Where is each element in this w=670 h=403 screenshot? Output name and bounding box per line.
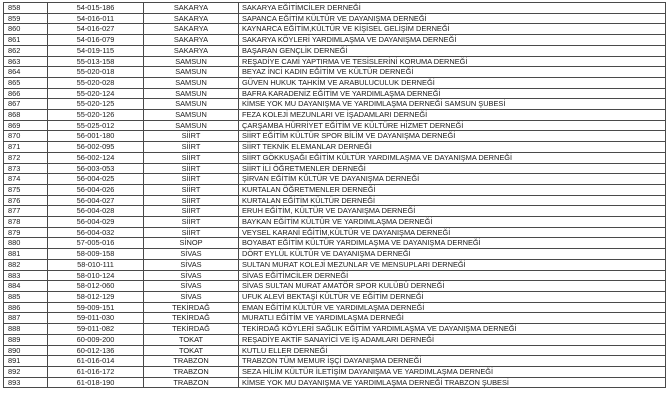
- table-row: [4, 110, 666, 121]
- row-number-cell: 861: [4, 35, 48, 46]
- city-cell: SİİRT: [144, 152, 239, 163]
- association-name-cell: ERUH EĞİTİM, KÜLTÜR VE DAYANIŞMA DERNEĞİ: [239, 206, 666, 217]
- city-cell: SİİRT: [144, 206, 239, 217]
- city-cell: SAMSUN: [144, 88, 239, 99]
- city-cell: SİİRT: [144, 184, 239, 195]
- row-number-cell: 890: [4, 345, 48, 356]
- table-row: [4, 291, 666, 302]
- table-row: [4, 35, 666, 46]
- registry-code-cell: 55-020-018: [48, 67, 144, 78]
- table-row: [4, 163, 666, 174]
- row-number-cell: 885: [4, 291, 48, 302]
- city-cell: SİİRT: [144, 174, 239, 185]
- association-name-cell: BOYABAT EĞİTİM KÜLTÜR YARDIMLAŞMA VE DAYANIŞMA DERNEĞİ: [239, 238, 666, 249]
- table-row: [4, 77, 666, 88]
- row-number-cell: 860: [4, 24, 48, 35]
- city-cell: SAKARYA: [144, 13, 239, 24]
- city-cell: SİİRT: [144, 217, 239, 228]
- table-row: [4, 238, 666, 249]
- row-number-cell: 893: [4, 377, 48, 388]
- registry-code-cell: 55-020-126: [48, 110, 144, 121]
- registry-code-cell: 59-011-082: [48, 324, 144, 335]
- table-row: [4, 56, 666, 67]
- registry-code-cell: 56-004-028: [48, 206, 144, 217]
- registry-code-cell: 59-011-030: [48, 313, 144, 324]
- association-name-cell: KURTALAN EĞİTİM KÜLTÜR DERNEĞİ: [239, 195, 666, 206]
- registry-code-cell: 54-019-115: [48, 45, 144, 56]
- registry-code-cell: 56-003-053: [48, 163, 144, 174]
- association-name-cell: TEKİRDAĞ KÖYLERİ SAĞLIK EĞİTİM YARDIMLAŞMA VE DAYANIŞMA DERNEĞİ: [239, 324, 666, 335]
- registry-code-cell: 58-012-129: [48, 291, 144, 302]
- row-number-cell: 869: [4, 120, 48, 131]
- row-number-cell: 892: [4, 366, 48, 377]
- registry-code-cell: 56-004-032: [48, 227, 144, 238]
- table-row: [4, 45, 666, 56]
- row-number-cell: 865: [4, 77, 48, 88]
- city-cell: SİVAS: [144, 291, 239, 302]
- table-row: [4, 366, 666, 377]
- association-name-cell: KAYNARCA EĞİTİM,KÜLTÜR VE KİŞİSEL GELİŞİM DERNEĞİ: [239, 24, 666, 35]
- city-cell: SAKARYA: [144, 35, 239, 46]
- row-number-cell: 859: [4, 13, 48, 24]
- row-number-cell: 864: [4, 67, 48, 78]
- table-row: [4, 377, 666, 388]
- table-row: [4, 24, 666, 35]
- city-cell: SAKARYA: [144, 45, 239, 56]
- association-name-cell: TRABZON TÜM MEMUR İŞÇİ DAYANIŞMA DERNEĞİ: [239, 356, 666, 367]
- table-body: [4, 3, 666, 388]
- row-number-cell: 884: [4, 281, 48, 292]
- association-name-cell: FEZA KOLEJİ MEZUNLARI VE İŞADAMLARI DERNEĞİ: [239, 110, 666, 121]
- association-name-cell: KURTALAN ÖĞRETMENLER DERNEĞİ: [239, 184, 666, 195]
- registry-code-cell: 55-013-158: [48, 56, 144, 67]
- association-name-cell: KİMSE YOK MU DAYANIŞMA VE YARDIMLAŞMA DERNEĞİ TRABZON ŞUBESİ: [239, 377, 666, 388]
- registry-code-cell: 58-012-060: [48, 281, 144, 292]
- city-cell: TRABZON: [144, 366, 239, 377]
- city-cell: SİVAS: [144, 259, 239, 270]
- city-cell: SİVAS: [144, 281, 239, 292]
- city-cell: SİVAS: [144, 249, 239, 260]
- registry-code-cell: 56-004-025: [48, 174, 144, 185]
- association-name-cell: SAKARYA KÖYLERİ YARDIMLAŞMA VE DAYANIŞMA DERNEĞİ: [239, 35, 666, 46]
- registry-code-cell: 56-004-029: [48, 217, 144, 228]
- row-number-cell: 881: [4, 249, 48, 260]
- row-number-cell: 875: [4, 184, 48, 195]
- row-number-cell: 879: [4, 227, 48, 238]
- association-name-cell: SİİRT EĞİTİM KÜLTÜR SPOR BİLİM VE DAYANIŞMA DERNEĞİ: [239, 131, 666, 142]
- registry-code-cell: 56-002-124: [48, 152, 144, 163]
- association-name-cell: SİVAS SULTAN MURAT AMATÖR SPOR KULÜBÜ DERNEĞİ: [239, 281, 666, 292]
- association-name-cell: MURATLI EĞİTİM VE YARDIMLAŞMA DERNEĞİ: [239, 313, 666, 324]
- row-number-cell: 883: [4, 270, 48, 281]
- table-row: [4, 259, 666, 270]
- row-number-cell: 858: [4, 3, 48, 14]
- association-name-cell: SEZA HİLİM KÜLTÜR İLETİŞİM DAYANIŞMA VE YARDIMLAŞMA DERNEĞİ: [239, 366, 666, 377]
- city-cell: SİİRT: [144, 131, 239, 142]
- association-name-cell: SİVAS EĞİTİMCİLER DERNEĞİ: [239, 270, 666, 281]
- city-cell: SİVAS: [144, 270, 239, 281]
- association-name-cell: GÜVEN HUKUK TAHKİM VE ARABULUCULUK DERNEĞİ: [239, 77, 666, 88]
- row-number-cell: 888: [4, 324, 48, 335]
- row-number-cell: 872: [4, 152, 48, 163]
- association-name-cell: BAŞARAN GENÇLİK DERNEĞİ: [239, 45, 666, 56]
- table-row: [4, 227, 666, 238]
- table-row: [4, 281, 666, 292]
- registry-code-cell: 56-004-027: [48, 195, 144, 206]
- city-cell: SİİRT: [144, 163, 239, 174]
- row-number-cell: 866: [4, 88, 48, 99]
- association-name-cell: ŞİRVAN EĞİTİM KÜLTÜR VE DAYANIŞMA DERNEĞİ: [239, 174, 666, 185]
- association-name-cell: SİİRT GÖKKUŞAĞI EĞİTİM KÜLTÜR YARDIMLAŞMA VE DAYANIŞMA DERNEĞİ: [239, 152, 666, 163]
- table-row: [4, 195, 666, 206]
- association-table: [3, 2, 666, 388]
- row-number-cell: 862: [4, 45, 48, 56]
- city-cell: SAMSUN: [144, 56, 239, 67]
- table-row: [4, 88, 666, 99]
- association-name-cell: KİMSE YOK MU DAYANIŞMA VE YARDIMLAŞMA DERNEĞİ SAMSUN ŞUBESİ: [239, 99, 666, 110]
- city-cell: TEKİRDAĞ: [144, 324, 239, 335]
- table-row: [4, 152, 666, 163]
- association-name-cell: SİİRT İLİ ÖĞRETMENLER DERNEĞİ: [239, 163, 666, 174]
- registry-code-cell: 56-004-026: [48, 184, 144, 195]
- association-name-cell: BAYKAN EĞİTİM KÜLTÜR VE YARDIMLAŞMA DERNEĞİ: [239, 217, 666, 228]
- table-row: [4, 324, 666, 335]
- table-row: [4, 3, 666, 14]
- registry-code-cell: 57-005-016: [48, 238, 144, 249]
- registry-code-cell: 58-009-158: [48, 249, 144, 260]
- registry-code-cell: 61-016-014: [48, 356, 144, 367]
- association-name-cell: SAKARYA EĞİTİMCİLER DERNEĞİ: [239, 3, 666, 14]
- registry-code-cell: 55-020-125: [48, 99, 144, 110]
- city-cell: TOKAT: [144, 345, 239, 356]
- association-name-cell: BAFRA KARADENİZ EĞİTİM VE YARDIMLAŞMA DERNEĞİ: [239, 88, 666, 99]
- city-cell: SAMSUN: [144, 99, 239, 110]
- city-cell: SİİRT: [144, 227, 239, 238]
- city-cell: SİİRT: [144, 142, 239, 153]
- association-name-cell: REŞADİYE AKTİF SANAYİCİ VE İŞ ADAMLARI DERNEĞİ: [239, 334, 666, 345]
- table-row: [4, 174, 666, 185]
- city-cell: TEKİRDAĞ: [144, 313, 239, 324]
- registry-code-cell: 59-009-151: [48, 302, 144, 313]
- registry-code-cell: 61-016-172: [48, 366, 144, 377]
- row-number-cell: 887: [4, 313, 48, 324]
- registry-code-cell: 55-020-028: [48, 77, 144, 88]
- row-number-cell: 891: [4, 356, 48, 367]
- registry-code-cell: 54-016-079: [48, 35, 144, 46]
- row-number-cell: 880: [4, 238, 48, 249]
- association-name-cell: SAPANCA EĞİTİM KÜLTÜR VE DAYANIŞMA DERNEĞİ: [239, 13, 666, 24]
- row-number-cell: 874: [4, 174, 48, 185]
- row-number-cell: 878: [4, 217, 48, 228]
- city-cell: SAKARYA: [144, 24, 239, 35]
- registry-code-cell: 60-012-136: [48, 345, 144, 356]
- row-number-cell: 876: [4, 195, 48, 206]
- table-row: [4, 302, 666, 313]
- association-name-cell: ÇARŞAMBA HÜRRİYET EĞİTİM VE KÜLTÜRE HİZMET DERNEĞİ: [239, 120, 666, 131]
- city-cell: SİNOP: [144, 238, 239, 249]
- association-name-cell: KUTLU ELLER DERNEĞİ: [239, 345, 666, 356]
- row-number-cell: 877: [4, 206, 48, 217]
- registry-code-cell: 58-010-124: [48, 270, 144, 281]
- table-row: [4, 99, 666, 110]
- table-row: [4, 270, 666, 281]
- city-cell: SAMSUN: [144, 67, 239, 78]
- table-row: [4, 345, 666, 356]
- association-name-cell: SİİRT TEKNİK ELEMANLAR DERNEĞİ: [239, 142, 666, 153]
- row-number-cell: 873: [4, 163, 48, 174]
- registry-code-cell: 56-002-095: [48, 142, 144, 153]
- association-name-cell: EMAN EĞİTİM KÜLTÜR VE YARDIMLAŞMA DERNEĞİ: [239, 302, 666, 313]
- table-row: [4, 67, 666, 78]
- row-number-cell: 871: [4, 142, 48, 153]
- table-row: [4, 356, 666, 367]
- table-row: [4, 131, 666, 142]
- row-number-cell: 889: [4, 334, 48, 345]
- table-row: [4, 120, 666, 131]
- table-row: [4, 13, 666, 24]
- registry-code-cell: 55-025-012: [48, 120, 144, 131]
- row-number-cell: 863: [4, 56, 48, 67]
- table-row: [4, 184, 666, 195]
- association-name-cell: DÖRT EYLÜL KÜLTÜR VE DAYANIŞMA DERNEĞİ: [239, 249, 666, 260]
- city-cell: TRABZON: [144, 356, 239, 367]
- table-row: [4, 206, 666, 217]
- registry-code-cell: 54-016-027: [48, 24, 144, 35]
- table-row: [4, 313, 666, 324]
- registry-code-cell: 60-009-200: [48, 334, 144, 345]
- row-number-cell: 886: [4, 302, 48, 313]
- registry-code-cell: 61-018-190: [48, 377, 144, 388]
- registry-code-cell: 58-010-111: [48, 259, 144, 270]
- row-number-cell: 882: [4, 259, 48, 270]
- registry-code-cell: 56-001-180: [48, 131, 144, 142]
- city-cell: SAMSUN: [144, 77, 239, 88]
- city-cell: SAMSUN: [144, 120, 239, 131]
- city-cell: TRABZON: [144, 377, 239, 388]
- city-cell: SİİRT: [144, 195, 239, 206]
- row-number-cell: 868: [4, 110, 48, 121]
- table-row: [4, 142, 666, 153]
- association-name-cell: UFUK ALEVİ BEKTAŞİ KÜLTÜR VE EĞİTİM DERNEĞİ: [239, 291, 666, 302]
- city-cell: SAKARYA: [144, 3, 239, 14]
- city-cell: TEKİRDAĞ: [144, 302, 239, 313]
- city-cell: TOKAT: [144, 334, 239, 345]
- table-row: [4, 217, 666, 228]
- registry-code-cell: 54-015-186: [48, 3, 144, 14]
- association-name-cell: REŞADİYE CAMİ YAPTIRMA VE TESİSLERİNİ KORUMA DERNEĞİ: [239, 56, 666, 67]
- table-row: [4, 249, 666, 260]
- row-number-cell: 870: [4, 131, 48, 142]
- association-name-cell: VEYSEL KARANİ EĞİTİM,KÜLTÜR VE DAYANIŞMA DERNEĞİ: [239, 227, 666, 238]
- registry-code-cell: 54-016-011: [48, 13, 144, 24]
- city-cell: SAMSUN: [144, 110, 239, 121]
- association-name-cell: SULTAN MURAT KOLEJİ MEZUNLAR VE MENSUPLARI DERNEĞİ: [239, 259, 666, 270]
- table-row: [4, 334, 666, 345]
- row-number-cell: 867: [4, 99, 48, 110]
- registry-code-cell: 55-020-124: [48, 88, 144, 99]
- association-name-cell: BEYAZ İNCİ KADIN EĞİTİM VE KÜLTÜR DERNEĞİ: [239, 67, 666, 78]
